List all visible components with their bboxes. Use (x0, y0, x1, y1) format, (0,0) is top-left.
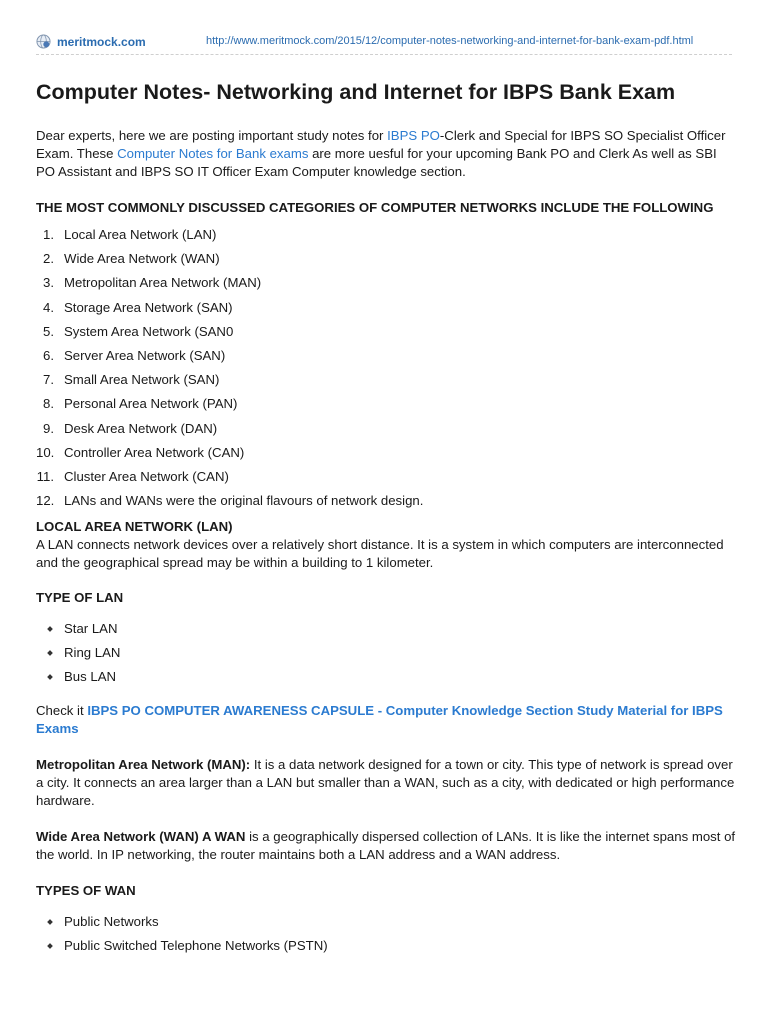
lan-heading: LOCAL AREA NETWORK (LAN) (36, 519, 233, 535)
list-item (36, 347, 736, 371)
list-number: 11. (36, 468, 54, 484)
intro-text-1: Dear experts, here we are posting important study notes for (36, 128, 388, 143)
list-item (36, 226, 736, 250)
list-text: Public Switched Telephone Networks (PSTN) (64, 938, 328, 954)
wan-text: is a geographically dispersed collection of LANs. It is like the internet spans most of the world. In IP networking, the router maintains both a LAN address and a WAN address. (36, 829, 736, 863)
intro-text-2: -Clerk and Special for IBPS SO Specialist Officer Exam. These (36, 128, 726, 161)
list-item (36, 913, 736, 937)
list-item (36, 492, 736, 516)
list-number: 2. (43, 251, 54, 267)
bullet-icon (47, 674, 53, 680)
site-brand[interactable] (36, 34, 146, 49)
site-name[interactable]: meritmock.com (57, 34, 146, 49)
list-number: 10. (36, 444, 55, 460)
list-text: Ring LAN (64, 645, 121, 661)
list-number: 5. (43, 323, 54, 339)
list-number: 9. (43, 420, 54, 436)
page-title: Computer Notes- Networking and Internet for IBPS Bank Exam (36, 80, 676, 104)
list-item (36, 323, 736, 347)
bullet-icon (47, 650, 53, 656)
wan-paragraph (36, 828, 736, 864)
list-item (36, 620, 736, 644)
list-text: System Area Network (SAN0 (64, 323, 234, 339)
wan-types-list (36, 913, 736, 961)
list-item (36, 937, 736, 961)
list-text: Server Area Network (SAN) (64, 347, 226, 363)
bullet-icon (47, 943, 53, 949)
type-of-lan-heading: TYPE OF LAN (36, 590, 124, 606)
list-item (36, 250, 736, 274)
list-text: Wide Area Network (WAN) (64, 251, 220, 267)
list-text: Star LAN (64, 621, 118, 637)
list-number: 7. (43, 372, 54, 388)
list-item (36, 274, 736, 298)
bullet-icon (47, 626, 53, 632)
categories-list (36, 226, 736, 516)
list-text: Storage Area Network (SAN) (64, 299, 233, 315)
page-header (36, 30, 732, 55)
intro-paragraph (36, 127, 736, 181)
page-url[interactable]: http://www.meritmock.com/2015/12/computer-notes-networking-and-internet-for-bank-exam-pdf.html (206, 35, 694, 47)
list-text: Cluster Area Network (CAN) (64, 468, 229, 484)
list-number: 8. (43, 396, 54, 412)
list-text: Desk Area Network (DAN) (64, 420, 218, 436)
list-number: 12. (36, 493, 55, 509)
check-prefix: Check it (36, 703, 88, 719)
list-number: 1. (43, 227, 54, 242)
man-label: Metropolitan Area Network (MAN): (36, 757, 251, 773)
list-item (36, 444, 736, 468)
check-paragraph (36, 702, 736, 738)
list-number: 6. (43, 347, 54, 363)
list-item (36, 371, 736, 395)
list-text: Small Area Network (SAN) (64, 372, 220, 388)
bullet-icon (47, 919, 53, 925)
list-text: Bus LAN (64, 669, 117, 685)
list-text: Controller Area Network (CAN) (64, 444, 245, 460)
capsule-link[interactable]: IBPS PO COMPUTER AWARENESS CAPSULE - Computer Knowledge Section Study Material for IBPS Exams (36, 703, 723, 737)
types-of-wan-heading: TYPES OF WAN (36, 883, 136, 899)
man-text: It is a data network designed for a town or city. This type of network is spread over a city. It connects an area larger than a LAN but smaller than a WAN, such as a city, with dedicated or high performance hardware. (36, 757, 735, 809)
list-text: LANs and WANs were the original flavours of network design. (64, 493, 424, 509)
list-text: Personal Area Network (PAN) (64, 396, 238, 412)
lan-types-list (36, 620, 736, 692)
list-item (36, 299, 736, 323)
list-number: 3. (43, 275, 54, 291)
list-text: Public Networks (64, 914, 159, 930)
list-text: Metropolitan Area Network (MAN) (64, 275, 262, 291)
man-paragraph (36, 756, 736, 810)
ibps-po-link[interactable]: IBPS PO (387, 128, 440, 143)
lan-paragraph: A LAN connects network devices over a relatively short distance. It is a system in which computers are interconnected and the geographical spread may be within a building to 1 kilometer. (36, 537, 724, 571)
list-item (36, 468, 736, 492)
article-body (36, 127, 736, 961)
list-item (36, 668, 736, 692)
computer-notes-link[interactable]: Computer Notes for Bank exams (117, 146, 309, 161)
list-text: Local Area Network (LAN) (64, 227, 217, 242)
categories-heading: THE MOST COMMONLY DISCUSSED CATEGORIES OF COMPUTER NETWORKS INCLUDE THE FOLLOWING (36, 200, 714, 215)
list-number: 4. (43, 299, 54, 315)
list-item (36, 420, 736, 444)
intro-text-3: are more uesful for your upcoming Bank PO and Clerk As well as SBI PO Assistant and IBPS SO IT Officer Exam Computer knowledge section. (36, 146, 717, 179)
list-item (36, 644, 736, 668)
list-item (36, 395, 736, 419)
wan-label: Wide Area Network (WAN) A WAN (36, 829, 246, 845)
globe-icon (36, 34, 51, 49)
